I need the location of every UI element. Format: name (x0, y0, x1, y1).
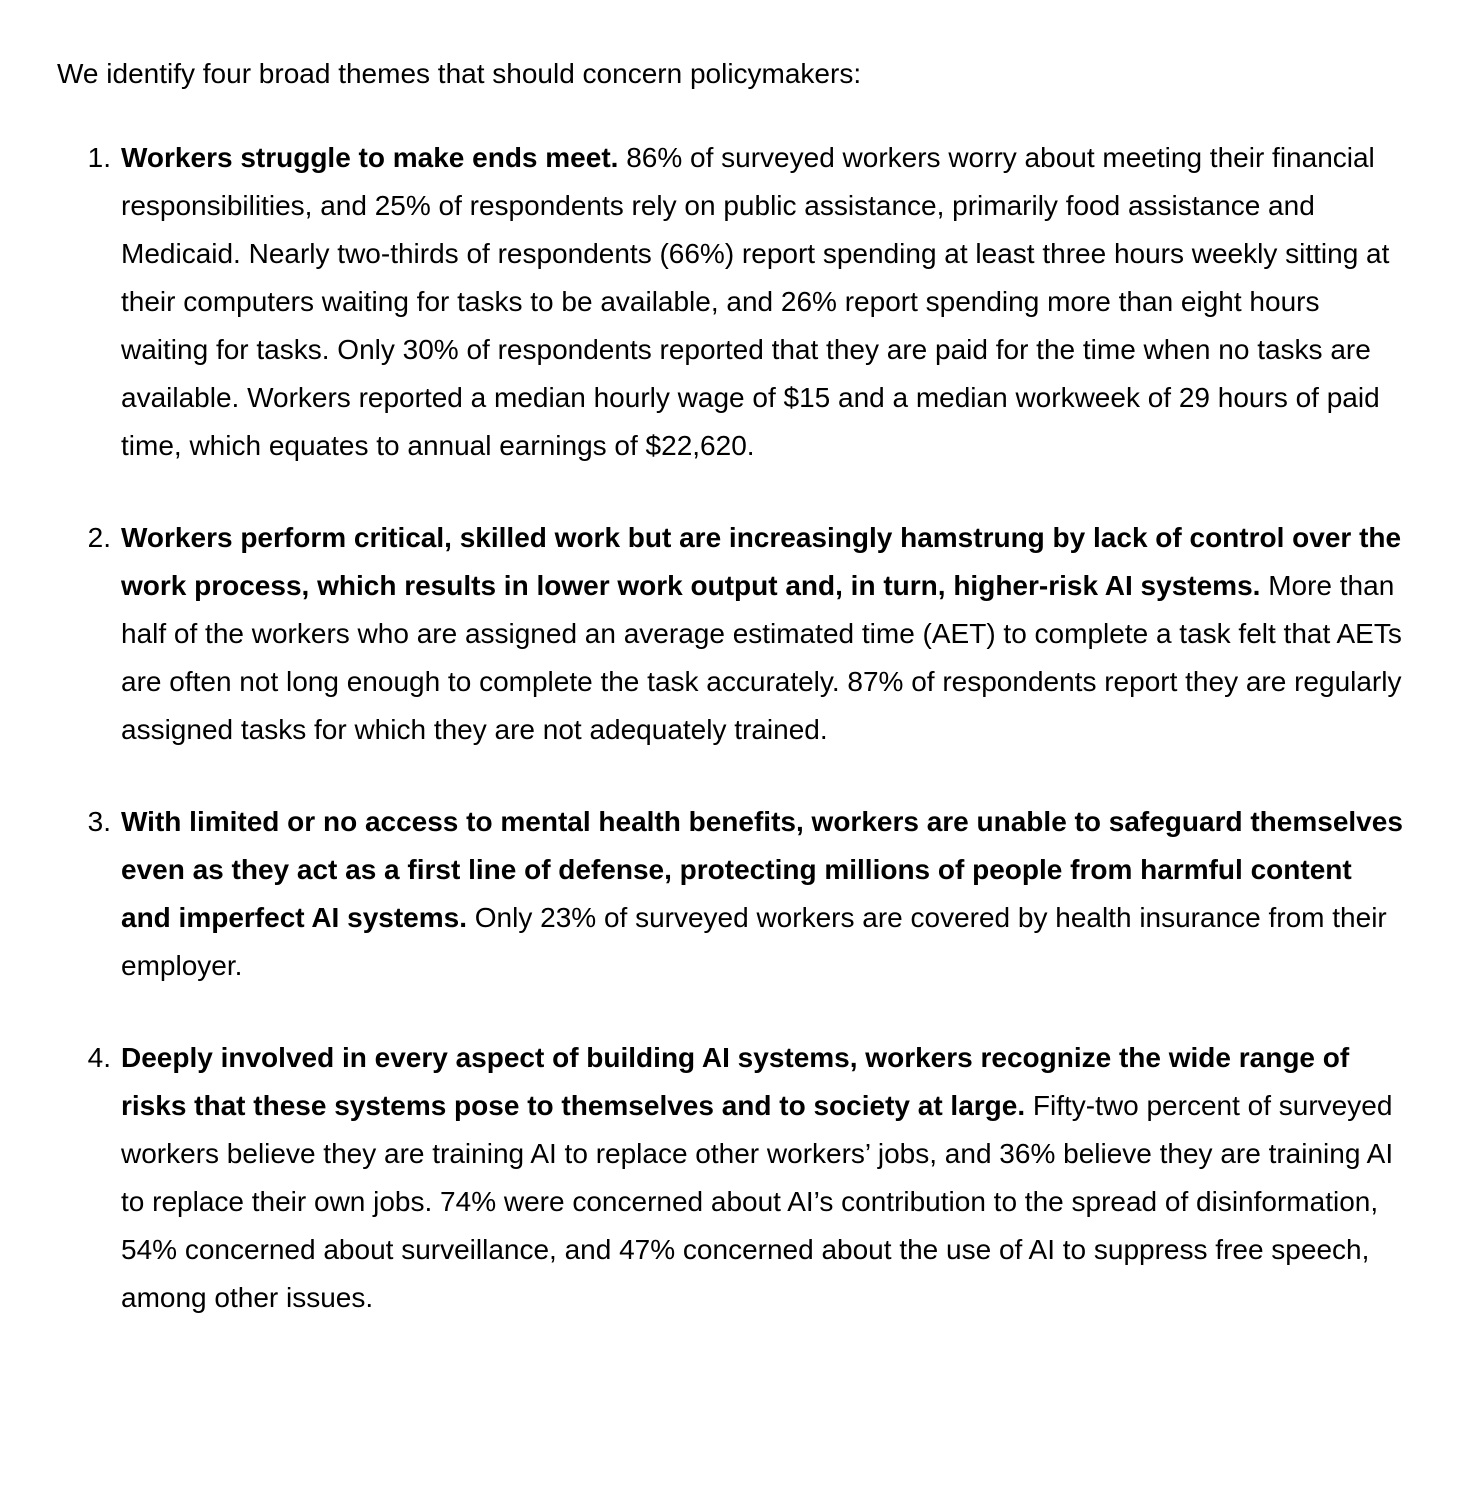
list-item-bold-lead: With limited or no access to mental health benefits, workers are unable to safeguard themselves even as they act as a first line of defense, protecting millions of people from harmful content and imperfect AI systems. (121, 806, 1403, 933)
list-item-theme-3 (87, 798, 1407, 990)
list-item-number: 2. (87, 522, 111, 553)
list-item-body: Only 23% of surveyed workers are covered by health insurance from their employer. (121, 902, 1387, 981)
list-item-text (121, 134, 1407, 470)
list-item-body: 86% of surveyed workers worry about meeting their financial responsibilities, and 25% of respondents rely on public assistance, primarily food assistance and Medicaid. Nearly two-thirds of respondents (66%) report spending at least three hours weekly sitting at their computers waiting for tasks to be available, and 26% report spending more than eight hours waiting for tasks. Only 30% of respondents reported that they are paid for the time when no tasks are available. Workers reported a median hourly wage of $15 and a median workweek of 29 hours of paid time, which equates to annual earnings of $22,620. (121, 142, 1390, 461)
document-page (57, 50, 1407, 1322)
list-item-body: Fifty-two percent of surveyed workers believe they are training AI to replace other workers’ jobs, and 36% believe they are training AI to replace their own jobs. 74% were concerned about AI’s contribution to the spread of disinformation, 54% concerned about surveillance, and 47% concerned about the use of AI to suppress free speech, among other issues. (121, 1090, 1394, 1313)
intro-paragraph: We identify four broad themes that should concern policymakers: (57, 58, 862, 89)
list-item-number: 4. (87, 1042, 111, 1073)
list-item-theme-4 (87, 1034, 1407, 1322)
list-item-number: 3. (87, 806, 111, 837)
list-item-text (121, 798, 1407, 990)
list-item-theme-1 (87, 134, 1407, 470)
list-item-text (121, 1034, 1407, 1322)
list-item-bold-lead: Deeply involved in every aspect of building AI systems, workers recognize the wide range of risks that these systems pose to themselves and to society at large. (121, 1042, 1350, 1121)
list-item-bold-lead: Workers perform critical, skilled work but are increasingly hamstrung by lack of control over the work process, which results in lower work output and, in turn, higher-risk AI systems. (121, 522, 1402, 601)
list-item-bold-lead: Workers struggle to make ends meet. (121, 142, 627, 173)
list-item-number: 1. (87, 142, 111, 173)
themes-list (57, 134, 1407, 1322)
list-item-body: More than half of the workers who are assigned an average estimated time (AET) to complete a task felt that AETs are often not long enough to complete the task accurately. 87% of respondents report they are regularly assigned tasks for which they are not adequately trained. (121, 570, 1402, 745)
list-item-theme-2 (87, 514, 1407, 754)
list-item-text (121, 514, 1407, 754)
